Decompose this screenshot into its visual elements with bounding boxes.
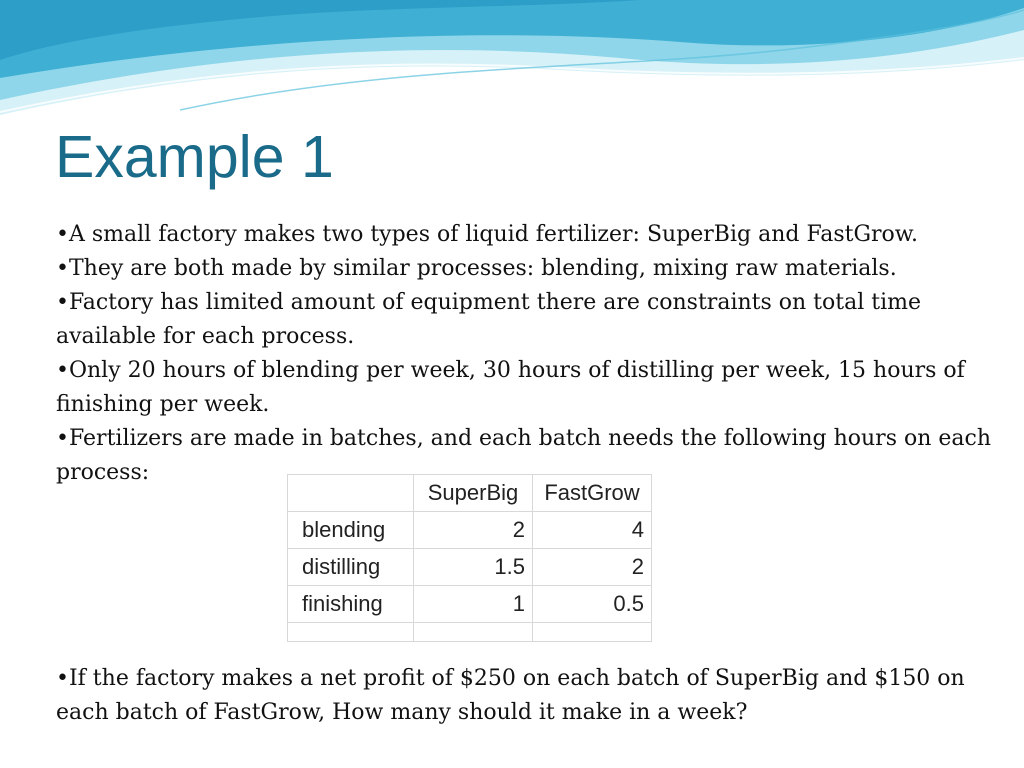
table-cell-empty: [533, 623, 652, 642]
bullet-item-closing: •If the factory makes a net profit of $250 on each batch of SuperBig and $150 on each batch of FastGrow, How many should it make in a week?: [56, 666, 965, 725]
table-cell: blending: [288, 512, 414, 549]
table-cell: 0.5: [533, 586, 652, 623]
table-cell: 2: [414, 512, 533, 549]
table-row: [288, 512, 652, 549]
table-cell: finishing: [288, 586, 414, 623]
wave-banner: [0, 0, 1024, 130]
table-row: [288, 549, 652, 586]
bullet-item: •A small factory makes two types of liquid fertilizer: SuperBig and FastGrow.: [56, 222, 919, 247]
table-cell-empty: [414, 623, 533, 642]
table-row-empty: [288, 623, 652, 642]
table-header-row: [288, 475, 652, 512]
table-cell: distilling: [288, 549, 414, 586]
bullet-item: •Only 20 hours of blending per week, 30 hours of distilling per week, 15 hours of finishing per week.: [56, 358, 965, 417]
hours-table-image: [287, 474, 672, 642]
table-cell: 1.5: [414, 549, 533, 586]
bullet-item: •They are both made by similar processes: blending, mixing raw materials.: [56, 256, 897, 281]
slide-title: Example 1: [55, 124, 334, 190]
table-row: [288, 586, 652, 623]
hours-table: [287, 474, 652, 642]
bullet-item: •Factory has limited amount of equipment there are constraints on total time available for each process.: [56, 290, 922, 349]
table-cell: 1: [414, 586, 533, 623]
table-cell: 2: [533, 549, 652, 586]
table-header-cell: [288, 475, 414, 512]
bullet-item: •Fertilizers are made in batches, and each batch needs the following hours on each process:: [56, 426, 992, 485]
table-header-cell: SuperBig: [414, 475, 533, 512]
table-cell-empty: [288, 623, 414, 642]
table-header-cell: FastGrow: [533, 475, 652, 512]
table-cell: 4: [533, 512, 652, 549]
